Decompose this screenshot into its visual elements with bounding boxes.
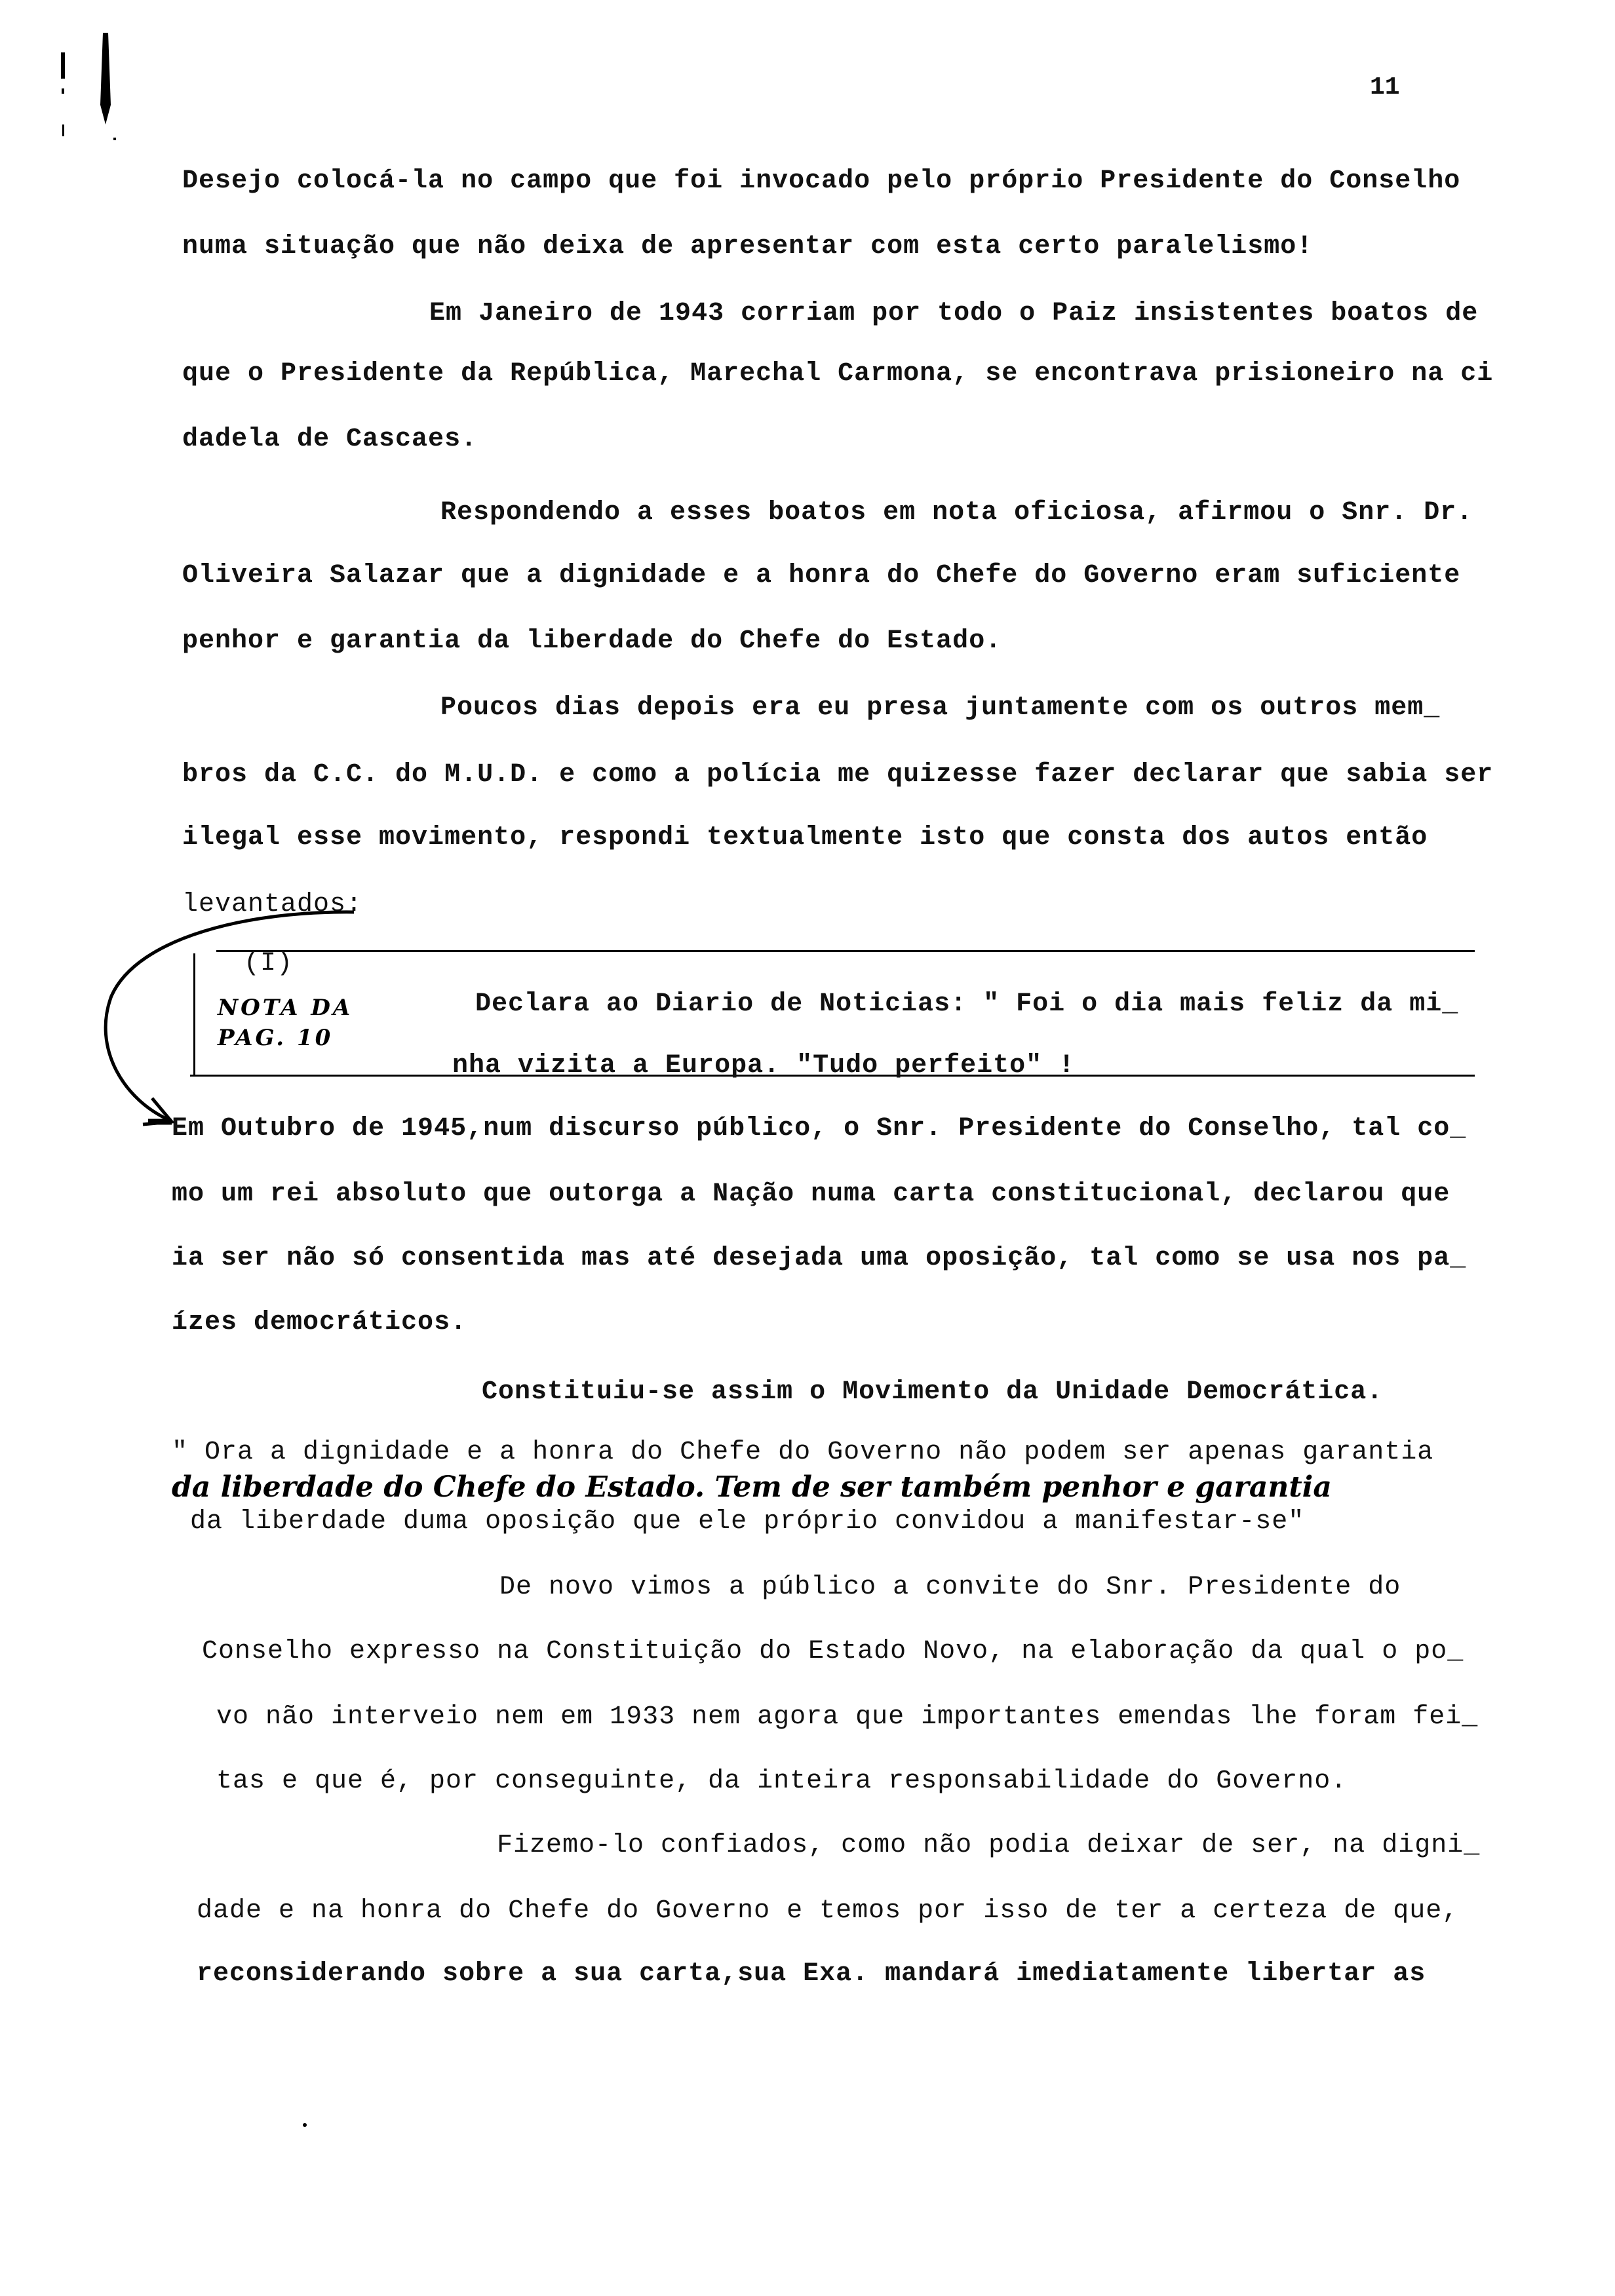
text-line: ízes democráticos.	[172, 1308, 467, 1337]
text-line: dade e na honra do Chefe do Governo e temos por isso de ter a certeza de que,	[197, 1896, 1459, 1926]
text-line: numa situação que não deixa de apresentar com esta certo paralelismo!	[182, 232, 1313, 261]
text-line: ilegal esse movimento, respondi textualmente isto que consta dos autos então	[182, 823, 1428, 852]
text-line: tas e que é, por conseguinte, da inteira responsabilidade do Governo.	[216, 1767, 1348, 1796]
text-line: Desejo colocá-la no campo que foi invocado pelo próprio Presidente do Conselho	[182, 166, 1461, 196]
text-line: levantados:	[182, 890, 363, 919]
text-line: Constituiu-se assim o Movimento da Unidade Democrática.	[482, 1377, 1384, 1407]
footnote-handwritten-label: NOTA DA	[218, 995, 353, 1021]
text-line: que o Presidente da República, Marechal Carmona, se encontrava prisioneiro na ci	[182, 359, 1494, 389]
text-line: Respondendo a esses boatos em nota oficiosa, afirmou o Snr. Dr.	[440, 498, 1473, 527]
footnote-line: nha vizita a Europa. "Tudo perfeito" !	[452, 1051, 1076, 1081]
text-line: Poucos dias depois era eu presa juntamente com os outros mem_	[440, 693, 1441, 723]
text-line: De novo vimos a público a convite do Snr. Presidente do	[499, 1573, 1401, 1602]
footnote-marker: (I)	[244, 949, 294, 978]
text-line: ia ser não só consentida mas até desejada uma oposição, tal como se usa nos pa_	[172, 1244, 1467, 1273]
handwritten-insert: da liberdade do Chefe do Estado. Tem de ser também penhor e garantia	[172, 1470, 1332, 1504]
text-line: penhor e garantia da liberdade do Chefe do Estado.	[182, 626, 1002, 656]
text-line: mo um rei absoluto que outorga a Nação numa carta constitucional, declarou que	[172, 1179, 1450, 1209]
text-line: bros da C.C. do M.U.D. e como a polícia me quizesse fazer declarar que sabia ser	[182, 760, 1494, 790]
footnote-line: Declara ao Diario de Noticias: " Foi o dia mais feliz da mi_	[475, 989, 1459, 1019]
text-line: Conselho expresso na Constituição do Estado Novo, na elaboração da qual o po_	[202, 1637, 1464, 1666]
text-line: Fizemo-lo confiados, como não podia deixar de ser, na digni_	[497, 1831, 1481, 1860]
text-line: Oliveira Salazar que a dignidade e a honra do Chefe do Governo eram suficiente	[182, 561, 1461, 590]
text-line: vo não interveio nem em 1933 nem agora que importantes emendas lhe foram fei_	[216, 1702, 1479, 1732]
text-line: " Ora a dignidade e a honra do Chefe do Governo não podem ser apenas garantia	[172, 1438, 1434, 1467]
text-line: dadela de Cascaes.	[182, 425, 478, 454]
page-number: 11	[1370, 73, 1400, 102]
text-line: Em Outubro de 1945,num discurso público, o Snr. Presidente do Conselho, tal co_	[172, 1114, 1467, 1143]
text-line: Em Janeiro de 1943 corriam por todo o Paiz insistentes boatos de	[429, 299, 1479, 328]
stray-mark	[303, 2123, 307, 2127]
text-line: da liberdade duma oposição que ele próprio convidou a manifestar-se"	[190, 1507, 1305, 1537]
footnote-handwritten-label: PAG. 10	[218, 1025, 334, 1051]
text-line: reconsiderando sobre a sua carta,sua Exa. mandará imediatamente libertar as	[197, 1959, 1426, 1989]
